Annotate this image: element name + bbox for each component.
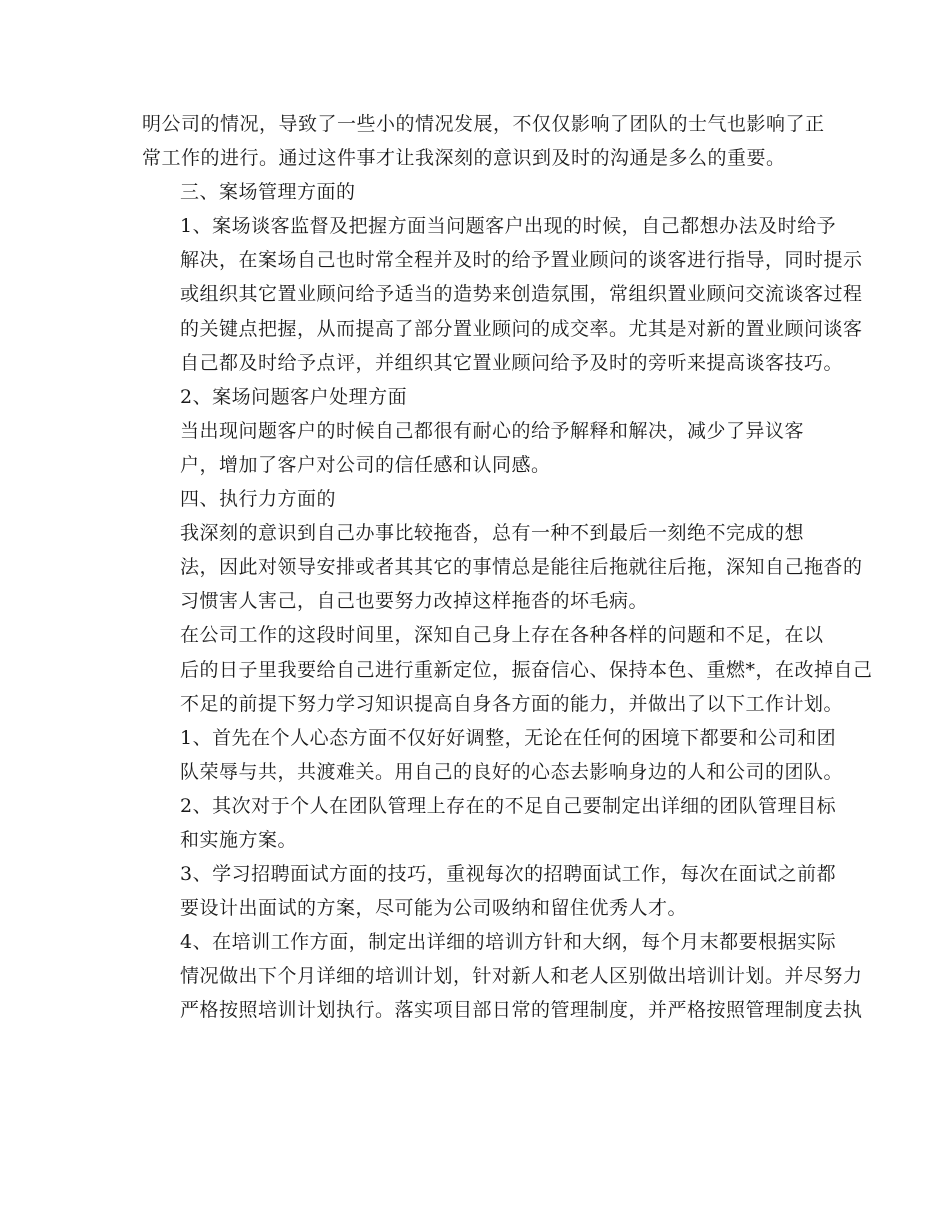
text-line: 自己都及时给予点评，并组织其它置业顾问给予及时的旁听来提高谈客技巧。 <box>180 351 844 374</box>
text-line: 情况做出下个月详细的培训计划，针对新人和老人区别做出培训计划。并尽努力 <box>180 965 863 988</box>
text-line: 不足的前提下努力学习知识提高自身各方面的能力，并做出了以下工作计划。 <box>180 692 844 715</box>
text-line: 习惯害人害己，自己也要努力改掉这样拖沓的坏毛病。 <box>180 590 649 613</box>
text-line: 要设计出面试的方案，尽可能为公司吸纳和留住优秀人才。 <box>180 897 688 920</box>
text-line: 常工作的进行。通过这件事才让我深刻的意识到及时的沟通是多么的重要。 <box>142 147 786 170</box>
text-line: 解决，在案场自己也时常全程并及时的给予置业顾问的谈客进行指导，同时提示 <box>180 249 863 272</box>
paragraph <box>142 175 812 209</box>
text-line: 和实施方案。 <box>180 828 298 851</box>
text-line: 1、首先在个人心态方面不仅好好调整，无论在任何的困境下都要和公司和团 <box>180 726 837 749</box>
paragraph <box>142 925 863 1027</box>
text-line: 四、执行力方面的 <box>180 488 337 511</box>
text-line: 在公司工作的这段时间里，深知自己身上存在各种各样的问题和不足，在以 <box>180 624 824 647</box>
text-line: 1、案场谈客监督及把握方面当问题客户出现的时候，自己都想办法及时给予 <box>180 215 837 238</box>
text-line: 我深刻的意识到自己办事比较拖沓，总有一种不到最后一刻绝不完成的想 <box>180 522 805 545</box>
text-line: 户，增加了客户对公司的信任感和认同感。 <box>180 453 551 476</box>
paragraph <box>142 516 863 618</box>
text-line: 后的日子里我要给自己进行重新定位，振奋信心、保持本色、重燃*，在改掉自己 <box>180 658 873 681</box>
paragraph <box>142 482 812 516</box>
paragraph <box>142 857 837 925</box>
paragraph <box>142 618 873 720</box>
paragraph <box>142 107 825 175</box>
document-body <box>142 107 873 1028</box>
text-line: 2、其次对于个人在团队管理上存在的不足自己要制定出详细的团队管理目标 <box>180 794 837 817</box>
text-line: 法，因此对领导安排或者其其它的事情总是能往后拖就往后拖，深知自己拖沓的 <box>180 556 863 579</box>
text-line: 严格按照培训计划执行。落实项目部日常的管理制度，并严格按照管理制度去执 <box>180 999 863 1022</box>
paragraph <box>142 789 837 857</box>
paragraph <box>142 721 844 789</box>
text-line: 2、案场问题客户处理方面 <box>180 385 408 408</box>
text-line: 或组织其它置业顾问给予适当的造势来创造氛围，常组织置业顾问交流谈客过程 <box>180 283 863 306</box>
text-line: 明公司的情况，导致了一些小的情况发展，不仅仅影响了团队的士气也影响了正 <box>142 113 825 135</box>
paragraph <box>142 414 812 482</box>
text-line: 的关键点把握，从而提高了部分置业顾问的成交率。尤其是对新的置业顾问谈客 <box>180 317 863 340</box>
text-line: 4、在培训工作方面，制定出详细的培训方针和大纲，每个月末都要根据实际 <box>180 931 837 954</box>
text-line: 队荣辱与共，共渡难关。用自己的良好的心态去影响身边的人和公司的团队。 <box>180 760 844 783</box>
paragraph <box>142 209 863 379</box>
paragraph <box>142 380 812 414</box>
text-line: 3、学习招聘面试方面的技巧，重视每次的招聘面试工作，每次在面试之前都 <box>180 863 837 886</box>
text-line: 当出现问题客户的时候自己都很有耐心的给予解释和解决，减少了异议客 <box>180 419 805 442</box>
text-line: 三、案场管理方面的 <box>180 181 356 204</box>
